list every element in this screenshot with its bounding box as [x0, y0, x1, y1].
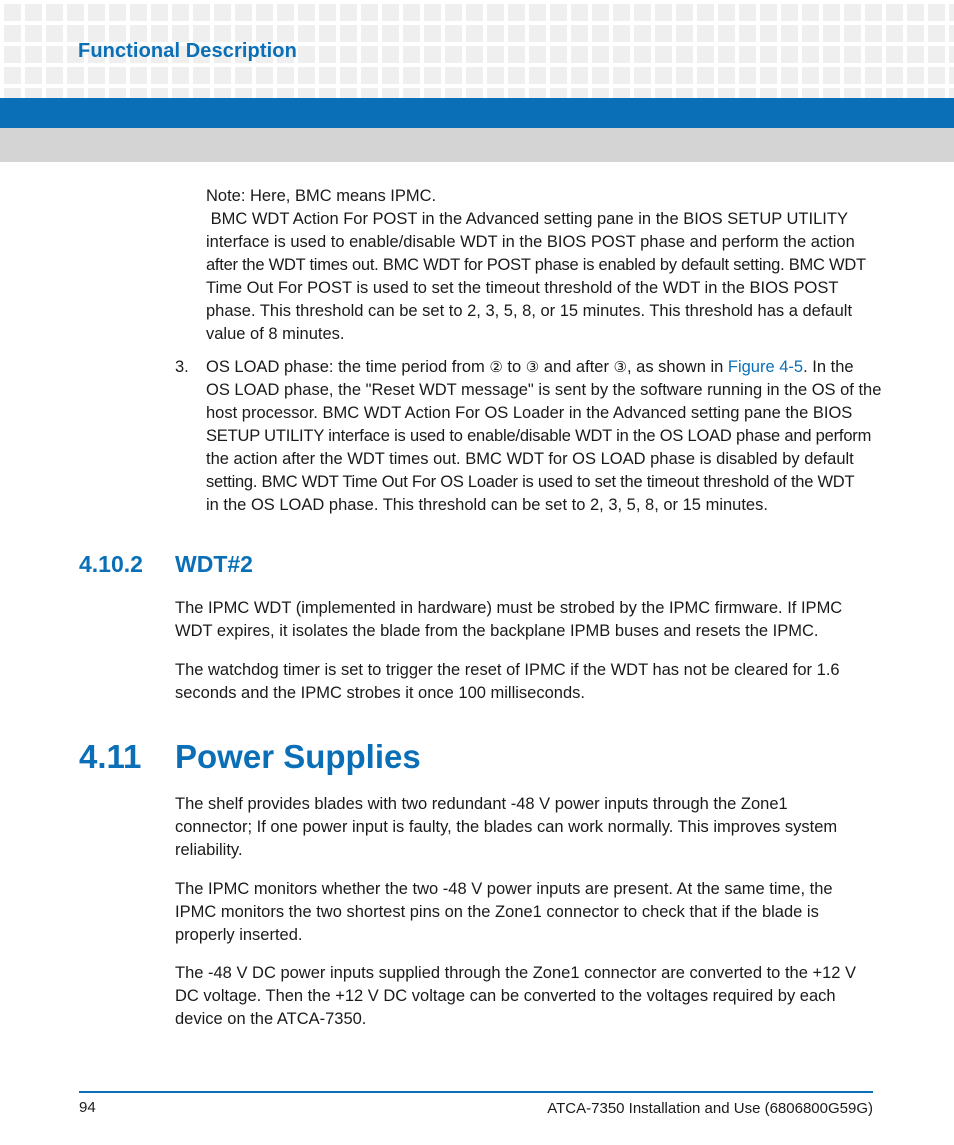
paragraph-line: The IPMC monitors whether the two -48 V power inputs are present. At the same time, the: [175, 880, 833, 898]
text-run: . In the: [803, 358, 854, 376]
section-heading-4-10-2: [79, 551, 253, 578]
note-line: after the WDT times out. BMC WDT for POST phase is enabled by default setting. BMC WDT: [206, 256, 866, 274]
text-run: , as shown in: [627, 358, 728, 376]
paragraph-line: The watchdog timer is set to trigger the reset of IPMC if the WDT has not be cleared for 1.6: [175, 661, 840, 679]
paragraph-line: DC voltage. Then the +12 V DC voltage can be converted to the voltages required by each: [175, 987, 836, 1005]
section-title: WDT#2: [175, 551, 253, 577]
paragraph-line: The -48 V DC power inputs supplied through the Zone1 connector are converted to the +12 V: [175, 964, 857, 982]
paragraph-line: device on the ATCA-7350.: [175, 1010, 367, 1028]
running-header: Functional Description: [78, 40, 297, 62]
header-grey-band: [0, 128, 954, 162]
list-number: 3.: [175, 358, 189, 376]
text-run: to: [502, 358, 526, 376]
paragraph-line: reliability.: [175, 841, 243, 859]
note-line: Time Out For POST is used to set the timeout threshold of the WDT in the BIOS POST: [206, 279, 839, 297]
paragraph-line: The shelf provides blades with two redundant -48 V power inputs through the Zone1: [175, 795, 788, 813]
list-item-first-line: [206, 356, 854, 379]
note-line: interface is used to enable/disable WDT in the BIOS POST phase and perform the action: [206, 233, 855, 251]
section-number: 4.10.2: [79, 551, 143, 577]
figure-link[interactable]: Figure 4-5: [727, 358, 804, 376]
list-item-line: setting. BMC WDT Time Out For OS Loader is used to set the timeout threshold of the WDT: [206, 473, 855, 491]
list-item-line: host processor. BMC WDT Action For OS Loader in the Advanced setting pane the BIOS: [206, 404, 853, 422]
note-line: Note: Here, BMC means IPMC.: [206, 187, 437, 205]
section-title: Power Supplies: [175, 738, 421, 775]
note-line: BMC WDT Action For POST in the Advanced setting pane in the BIOS SETUP UTILITY: [206, 210, 848, 228]
circled-two-glyph: ②: [489, 358, 503, 376]
footer-doc-title: ATCA-7350 Installation and Use (6806800G59G): [547, 1100, 873, 1117]
header-blue-bar: [0, 98, 954, 128]
paragraph-line: properly inserted.: [175, 926, 303, 944]
paragraph-line: WDT expires, it isolates the blade from the backplane IPMB buses and resets the IPMC.: [175, 622, 819, 640]
text-run: and after: [539, 358, 614, 376]
section-number: 4.11: [79, 738, 142, 775]
circled-three-glyph: ③: [613, 358, 627, 376]
circled-three-glyph: ③: [525, 358, 540, 376]
note-line: phase. This threshold can be set to 2, 3, 5, 8, or 15 minutes. This threshold has a default: [206, 302, 853, 320]
list-item-line: SETUP UTILITY interface is used to enable/disable WDT in the OS LOAD phase and perform: [206, 427, 872, 445]
paragraph-line: connector; If one power input is faulty, the blades can work normally. This improves system: [175, 818, 838, 836]
list-item-line: in the OS LOAD phase. This threshold can be set to 2, 3, 5, 8, or 15 minutes.: [206, 496, 768, 514]
section-heading-4-11: [79, 738, 421, 776]
paragraph-line: The IPMC WDT (implemented in hardware) must be strobed by the IPMC firmware. If IPMC: [175, 599, 843, 617]
text-run: OS LOAD phase: the time period from: [206, 358, 490, 376]
paragraph-line: IPMC monitors the two shortest pins on the Zone1 connector to check that if the blade is: [175, 903, 819, 921]
list-item-line: OS LOAD phase, the "Reset WDT message" is sent by the software running in the OS of the: [206, 381, 882, 399]
list-item-line: the action after the WDT times out. BMC WDT for OS LOAD phase is disabled by default: [206, 450, 854, 468]
paragraph-line: seconds and the IPMC strobes it once 100 milliseconds.: [175, 684, 585, 702]
footer-rule: [79, 1091, 873, 1093]
note-line: value of 8 minutes.: [206, 325, 345, 343]
page-number: 94: [79, 1099, 96, 1116]
